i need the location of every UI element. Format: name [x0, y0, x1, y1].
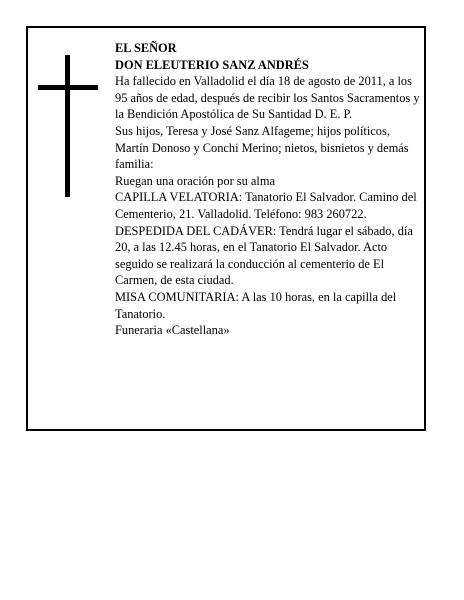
cross-icon	[38, 55, 98, 197]
cross-horizontal-bar	[38, 85, 98, 90]
mass-paragraph: MISA COMUNITARIA: A las 10 horas, en la capilla del Tanatorio.	[115, 289, 397, 321]
funeral-home: Funeraria «Castellana»	[115, 323, 230, 338]
family-paragraph: Sus hijos, Teresa y José Sanz Alfageme; hijos políticos, Martín Donoso y Conchi Merino; nietos, bisnietos y demás familia:	[115, 123, 409, 172]
chapel-paragraph: CAPILLA VELATORIA: Tanatorio El Salvador. Camino del Cementerio, 21. Valladolid. Teléfono: 983 260722.	[115, 190, 417, 221]
deceased-name: DON ELEUTERIO SANZ ANDRÉS	[115, 57, 309, 72]
notice-title-line-1: EL SEÑOR	[115, 41, 177, 55]
farewell-paragraph: DESPEDIDA DEL CADÁVER: Tendrá lugar el sábado, día 20, a las 12.45 horas, en el Tanatorio El Salvador. Acto seguido se realizará la conducción al cementerio de El Carmen, de esta ciudad.	[115, 223, 413, 288]
prayer-request: Ruegan una oración por su alma	[115, 173, 275, 188]
obituary-notice	[26, 26, 426, 431]
cross-vertical-bar	[65, 55, 70, 197]
notice-text	[115, 40, 423, 339]
death-paragraph: Ha fallecido en Valladolid el día 18 de agosto de 2011, a los 95 años de edad, después de recibir los Santos Sacramentos y la Bendición Apostólica de Su Santidad D. E. P.	[115, 74, 420, 122]
